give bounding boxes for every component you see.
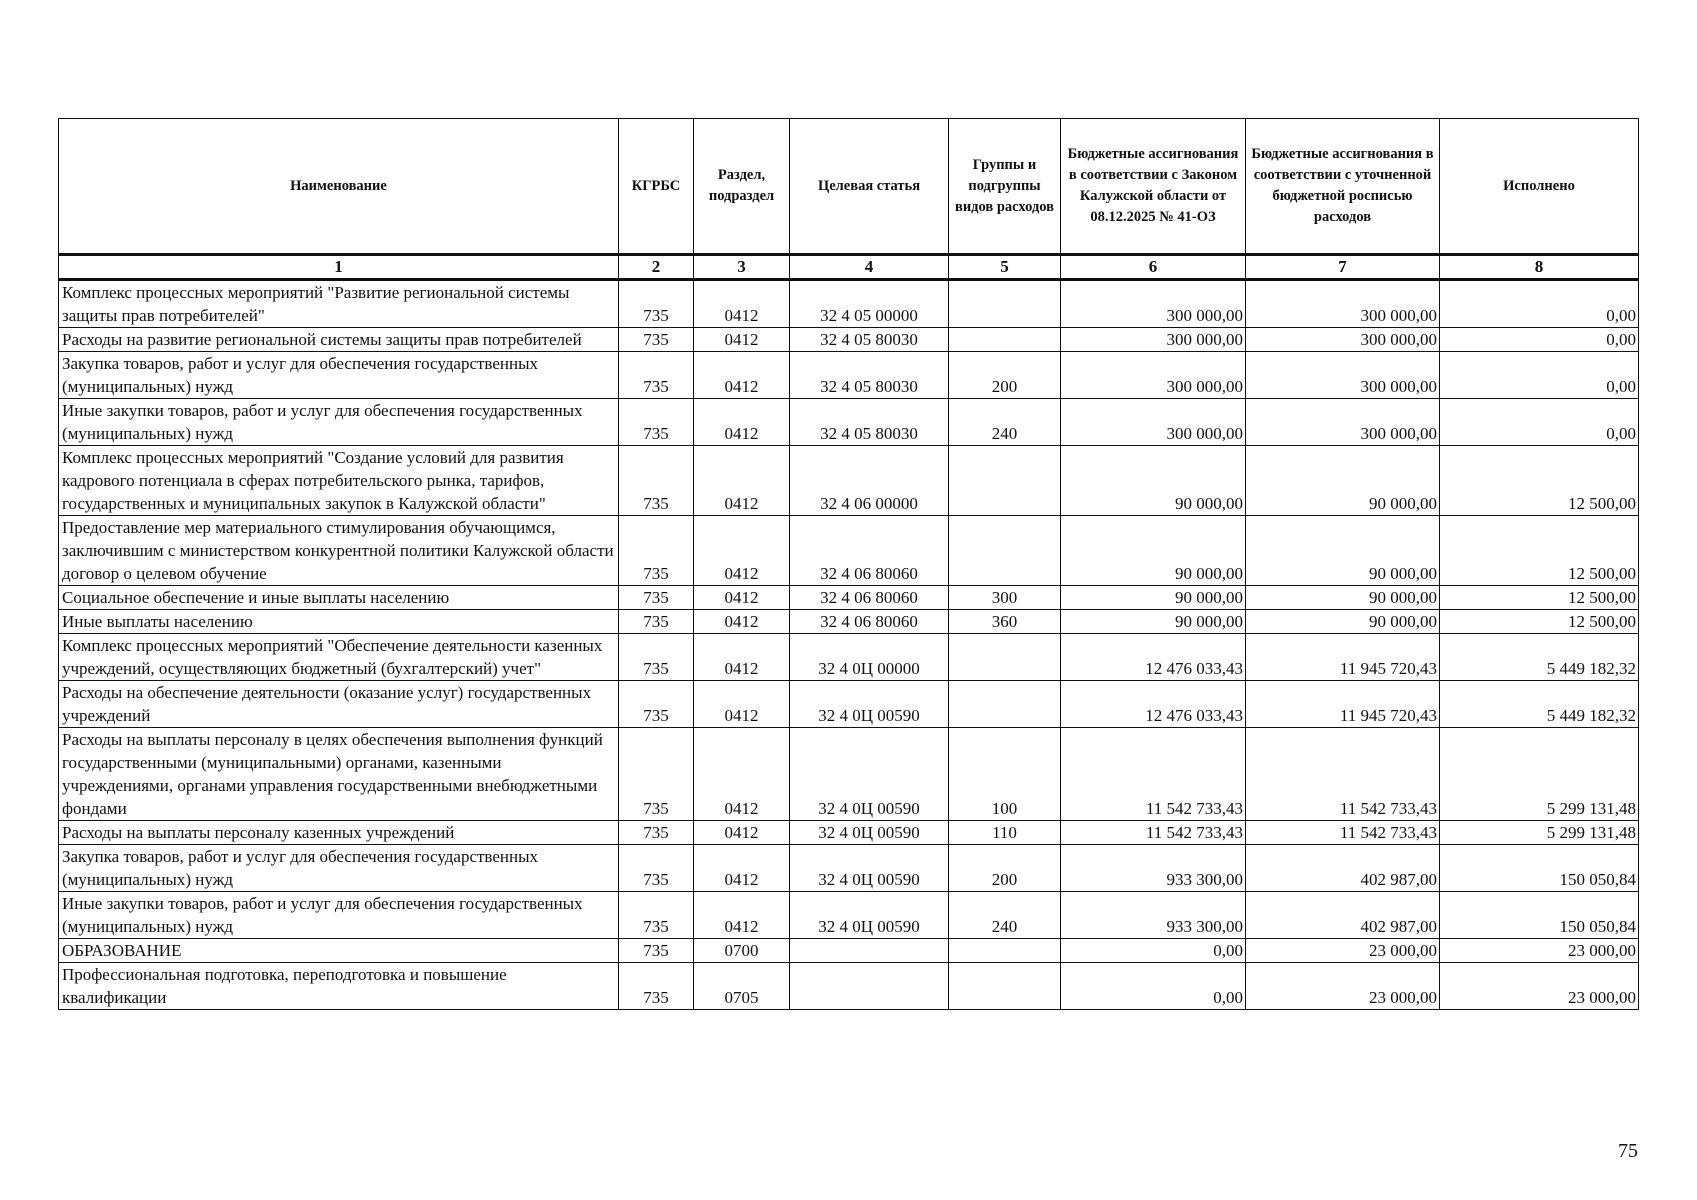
row-kgrbs: 735 — [619, 610, 694, 634]
row-name: Профессиональная подготовка, переподготовка и повышение квалификации — [59, 963, 619, 1010]
column-number-row — [59, 255, 1639, 280]
row-law-amount: 0,00 — [1061, 963, 1246, 1010]
row-law-amount: 11 542 733,43 — [1061, 728, 1246, 821]
row-target: 32 4 0Ц 00590 — [790, 728, 949, 821]
row-group: 240 — [949, 892, 1061, 939]
row-name: Комплекс процессных мероприятий "Создание условий для развития кадрового потенциала в сферах потребительского рынка, тарифов, государственных и муниципальных закупок в Калужской области" — [59, 446, 619, 516]
row-name: ОБРАЗОВАНИЕ — [59, 939, 619, 963]
row-executed-amount: 5 299 131,48 — [1440, 728, 1639, 821]
table-row — [59, 681, 1639, 728]
row-refined-amount: 11 542 733,43 — [1246, 821, 1440, 845]
row-group — [949, 681, 1061, 728]
table-row — [59, 892, 1639, 939]
row-refined-amount: 300 000,00 — [1246, 352, 1440, 399]
row-refined-amount: 300 000,00 — [1246, 280, 1440, 328]
budget-table-container — [58, 118, 1638, 1010]
row-refined-amount: 300 000,00 — [1246, 328, 1440, 352]
row-executed-amount: 150 050,84 — [1440, 892, 1639, 939]
row-target: 32 4 0Ц 00590 — [790, 892, 949, 939]
table-row — [59, 446, 1639, 516]
row-target: 32 4 05 00000 — [790, 280, 949, 328]
row-target: 32 4 06 80060 — [790, 610, 949, 634]
header-groups: Группы и подгруппы видов расходов — [949, 119, 1061, 255]
header-kgrbs: КГРБС — [619, 119, 694, 255]
budget-table — [58, 118, 1639, 1010]
row-target — [790, 963, 949, 1010]
row-section: 0412 — [694, 845, 790, 892]
row-group: 100 — [949, 728, 1061, 821]
row-target: 32 4 06 80060 — [790, 586, 949, 610]
row-kgrbs: 735 — [619, 446, 694, 516]
row-group — [949, 516, 1061, 586]
header-law: Бюджетные ассигнования в соответствии с Законом Калужской области от 08.12.2025 № 41-ОЗ — [1061, 119, 1246, 255]
row-section: 0412 — [694, 634, 790, 681]
row-executed-amount: 5 299 131,48 — [1440, 821, 1639, 845]
row-kgrbs: 735 — [619, 681, 694, 728]
row-section: 0412 — [694, 821, 790, 845]
row-name: Комплекс процессных мероприятий "Обеспечение деятельности казенных учреждений, осуществляющих бюджетный (бухгалтерский) учет" — [59, 634, 619, 681]
row-target: 32 4 06 00000 — [790, 446, 949, 516]
row-kgrbs: 735 — [619, 352, 694, 399]
row-section: 0412 — [694, 352, 790, 399]
row-target — [790, 939, 949, 963]
row-executed-amount: 23 000,00 — [1440, 963, 1639, 1010]
row-executed-amount: 12 500,00 — [1440, 586, 1639, 610]
column-number: 2 — [619, 255, 694, 280]
row-executed-amount: 0,00 — [1440, 328, 1639, 352]
row-executed-amount: 12 500,00 — [1440, 516, 1639, 586]
row-refined-amount: 90 000,00 — [1246, 586, 1440, 610]
row-name: Социальное обеспечение и иные выплаты населению — [59, 586, 619, 610]
row-name: Расходы на выплаты персоналу казенных учреждений — [59, 821, 619, 845]
row-target: 32 4 06 80060 — [790, 516, 949, 586]
row-refined-amount: 90 000,00 — [1246, 610, 1440, 634]
row-group — [949, 634, 1061, 681]
row-law-amount: 90 000,00 — [1061, 516, 1246, 586]
row-group: 360 — [949, 610, 1061, 634]
row-refined-amount: 402 987,00 — [1246, 892, 1440, 939]
row-law-amount: 0,00 — [1061, 939, 1246, 963]
row-group: 300 — [949, 586, 1061, 610]
row-executed-amount: 5 449 182,32 — [1440, 681, 1639, 728]
row-target: 32 4 0Ц 00590 — [790, 681, 949, 728]
column-number: 8 — [1440, 255, 1639, 280]
row-law-amount: 933 300,00 — [1061, 845, 1246, 892]
row-executed-amount: 0,00 — [1440, 399, 1639, 446]
header-name: Наименование — [59, 119, 619, 255]
row-name: Расходы на развитие региональной системы защиты прав потребителей — [59, 328, 619, 352]
row-law-amount: 933 300,00 — [1061, 892, 1246, 939]
row-kgrbs: 735 — [619, 516, 694, 586]
row-section: 0412 — [694, 610, 790, 634]
table-body — [59, 280, 1639, 1010]
row-target: 32 4 0Ц 00590 — [790, 845, 949, 892]
row-kgrbs: 735 — [619, 586, 694, 610]
row-law-amount: 90 000,00 — [1061, 446, 1246, 516]
column-number: 7 — [1246, 255, 1440, 280]
row-refined-amount: 402 987,00 — [1246, 845, 1440, 892]
row-target: 32 4 0Ц 00590 — [790, 821, 949, 845]
row-law-amount: 12 476 033,43 — [1061, 681, 1246, 728]
row-group: 200 — [949, 352, 1061, 399]
row-executed-amount: 0,00 — [1440, 352, 1639, 399]
row-refined-amount: 90 000,00 — [1246, 516, 1440, 586]
table-row — [59, 352, 1639, 399]
row-refined-amount: 11 542 733,43 — [1246, 728, 1440, 821]
row-kgrbs: 735 — [619, 892, 694, 939]
row-refined-amount: 23 000,00 — [1246, 963, 1440, 1010]
column-number: 4 — [790, 255, 949, 280]
row-section: 0412 — [694, 328, 790, 352]
row-law-amount: 300 000,00 — [1061, 328, 1246, 352]
row-section: 0412 — [694, 516, 790, 586]
header-section: Раздел, подраздел — [694, 119, 790, 255]
row-group: 110 — [949, 821, 1061, 845]
header-refined: Бюджетные ассигнования в соответствии с уточненной бюджетной росписью расходов — [1246, 119, 1440, 255]
row-refined-amount: 11 945 720,43 — [1246, 681, 1440, 728]
row-name: Закупка товаров, работ и услуг для обеспечения государственных (муниципальных) нужд — [59, 352, 619, 399]
header-executed: Исполнено — [1440, 119, 1639, 255]
table-row — [59, 728, 1639, 821]
column-number: 6 — [1061, 255, 1246, 280]
table-row — [59, 586, 1639, 610]
row-executed-amount: 0,00 — [1440, 280, 1639, 328]
row-group — [949, 446, 1061, 516]
page-number: 75 — [1618, 1140, 1638, 1162]
table-row — [59, 328, 1639, 352]
row-kgrbs: 735 — [619, 728, 694, 821]
row-name: Расходы на выплаты персоналу в целях обеспечения выполнения функций государственными (муниципальными) органами, казенными учреждениями, органами управления государственными внебюджетными фондами — [59, 728, 619, 821]
row-name: Иные закупки товаров, работ и услуг для обеспечения государственных (муниципальных) нужд — [59, 892, 619, 939]
row-kgrbs: 735 — [619, 821, 694, 845]
row-law-amount: 12 476 033,43 — [1061, 634, 1246, 681]
column-number: 3 — [694, 255, 790, 280]
row-law-amount: 90 000,00 — [1061, 586, 1246, 610]
row-law-amount: 300 000,00 — [1061, 399, 1246, 446]
row-name: Иные закупки товаров, работ и услуг для обеспечения государственных (муниципальных) нужд — [59, 399, 619, 446]
row-name: Закупка товаров, работ и услуг для обеспечения государственных (муниципальных) нужд — [59, 845, 619, 892]
row-kgrbs: 735 — [619, 634, 694, 681]
row-name: Иные выплаты населению — [59, 610, 619, 634]
row-section: 0412 — [694, 399, 790, 446]
row-section: 0412 — [694, 280, 790, 328]
row-name: Комплекс процессных мероприятий "Развитие региональной системы защиты прав потребителей" — [59, 280, 619, 328]
row-section: 0700 — [694, 939, 790, 963]
row-target: 32 4 05 80030 — [790, 328, 949, 352]
table-row — [59, 939, 1639, 963]
row-name: Расходы на обеспечение деятельности (оказание услуг) государственных учреждений — [59, 681, 619, 728]
table-row — [59, 634, 1639, 681]
row-section: 0412 — [694, 681, 790, 728]
row-law-amount: 90 000,00 — [1061, 610, 1246, 634]
row-section: 0412 — [694, 728, 790, 821]
table-row — [59, 821, 1639, 845]
table-row — [59, 399, 1639, 446]
row-executed-amount: 12 500,00 — [1440, 446, 1639, 516]
table-row — [59, 280, 1639, 328]
row-group: 200 — [949, 845, 1061, 892]
row-kgrbs: 735 — [619, 399, 694, 446]
row-refined-amount: 23 000,00 — [1246, 939, 1440, 963]
row-refined-amount: 11 945 720,43 — [1246, 634, 1440, 681]
row-law-amount: 300 000,00 — [1061, 280, 1246, 328]
column-number: 1 — [59, 255, 619, 280]
row-executed-amount: 5 449 182,32 — [1440, 634, 1639, 681]
row-group — [949, 963, 1061, 1010]
row-law-amount: 11 542 733,43 — [1061, 821, 1246, 845]
row-kgrbs: 735 — [619, 963, 694, 1010]
row-refined-amount: 300 000,00 — [1246, 399, 1440, 446]
row-target: 32 4 0Ц 00000 — [790, 634, 949, 681]
row-executed-amount: 12 500,00 — [1440, 610, 1639, 634]
row-section: 0412 — [694, 446, 790, 516]
table-header — [59, 119, 1639, 280]
header-target: Целевая статья — [790, 119, 949, 255]
row-section: 0705 — [694, 963, 790, 1010]
row-target: 32 4 05 80030 — [790, 352, 949, 399]
row-group — [949, 328, 1061, 352]
row-law-amount: 300 000,00 — [1061, 352, 1246, 399]
row-kgrbs: 735 — [619, 845, 694, 892]
row-section: 0412 — [694, 586, 790, 610]
row-kgrbs: 735 — [619, 328, 694, 352]
row-refined-amount: 90 000,00 — [1246, 446, 1440, 516]
row-group: 240 — [949, 399, 1061, 446]
row-section: 0412 — [694, 892, 790, 939]
row-target: 32 4 05 80030 — [790, 399, 949, 446]
row-kgrbs: 735 — [619, 939, 694, 963]
row-group — [949, 280, 1061, 328]
row-kgrbs: 735 — [619, 280, 694, 328]
row-executed-amount: 150 050,84 — [1440, 845, 1639, 892]
table-row — [59, 516, 1639, 586]
row-group — [949, 939, 1061, 963]
table-row — [59, 610, 1639, 634]
table-row — [59, 845, 1639, 892]
column-number: 5 — [949, 255, 1061, 280]
table-row — [59, 963, 1639, 1010]
row-executed-amount: 23 000,00 — [1440, 939, 1639, 963]
row-name: Предоставление мер материального стимулирования обучающимся, заключившим с министерством конкурентной политики Калужской области договор о целевом обучение — [59, 516, 619, 586]
